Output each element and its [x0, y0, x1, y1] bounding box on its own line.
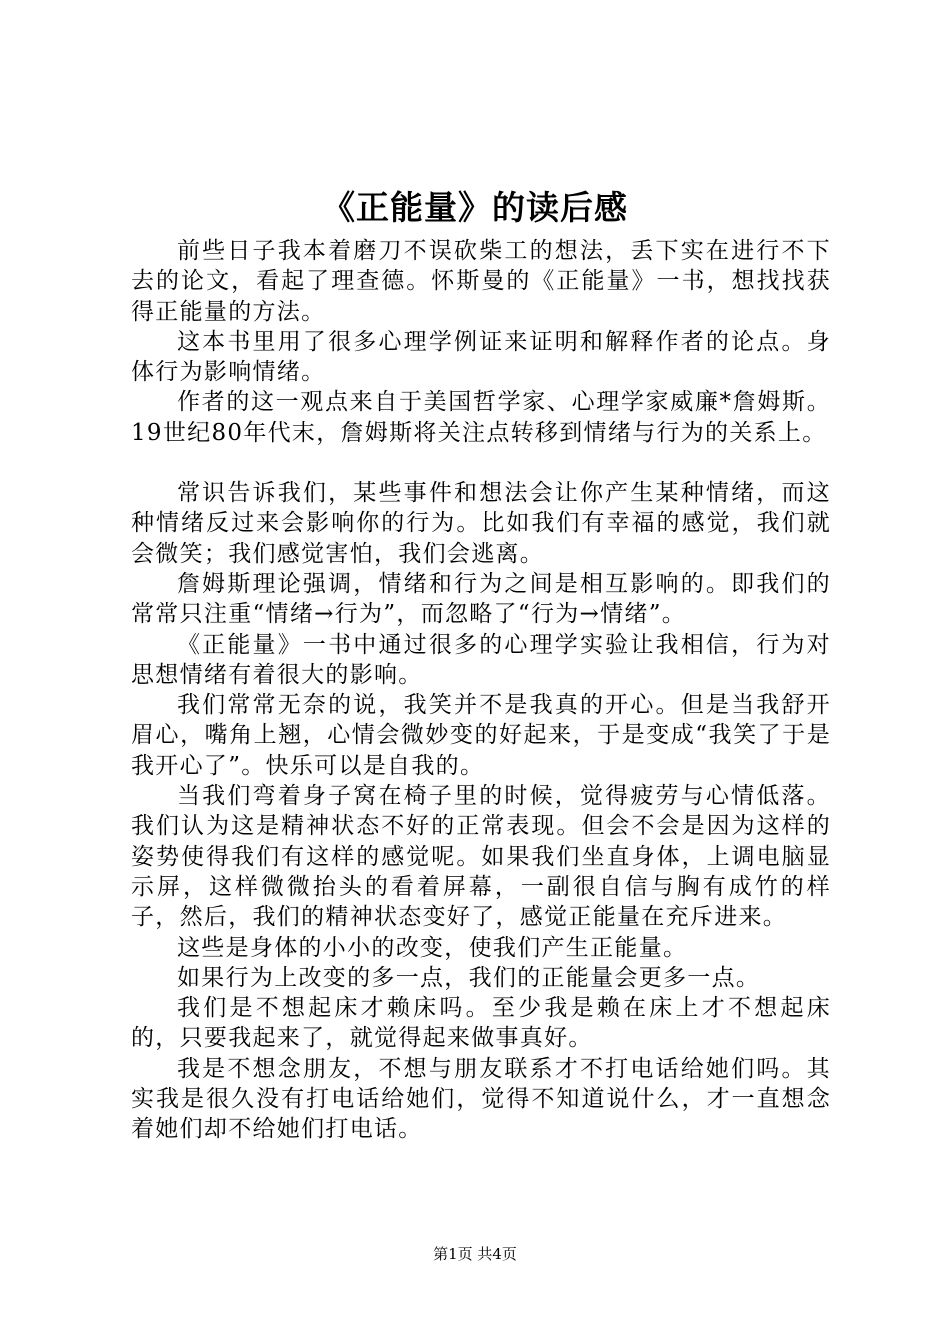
paragraph: 《正能量》一书中通过很多的心理学实验让我相信，行为对思想情绪有着很大的影响。 — [131, 631, 831, 688]
document-body — [131, 236, 831, 1145]
document-title: 《正能量》的读后感 — [322, 188, 628, 227]
paragraph: 前些日子我本着磨刀不误砍柴工的想法，丢下实在进行不下去的论文，看起了理查德。怀斯曼的《正能量》一书，想找找获得正能量的方法。 — [131, 238, 831, 325]
paragraph: 如果行为上改变的多一点，我们的正能量会更多一点。 — [177, 964, 761, 991]
paragraph: 我是不想念朋友，不想与朋友联系才不打电话给她们吗。其实我是很久没有打电话给她们，觉得不知道说什么，才一直想念着她们却不给她们打电话。 — [131, 1055, 831, 1143]
paragraph: 这些是身体的小小的改变，使我们产生正能量。 — [177, 934, 688, 961]
paragraph: 这本书里用了很多心理学例证来证明和解释作者的论点。身体行为影响情绪。 — [131, 328, 831, 386]
paragraph: 作者的这一观点来自于美国哲学家、心理学家威廉*詹姆斯。19世纪80年代末，詹姆斯将关注点转移到情绪与行为的关系上。 — [131, 389, 831, 446]
paragraph: 当我们弯着身子窝在椅子里的时候，觉得疲劳与心情低落。我们认为这是精神状态不好的正常表现。但会不会是因为这样的姿势使得我们有这样的感觉呢。如果我们坐直身体，上调电脑显示屏，这样微微抬头的看着屏幕，一副很自信与胸有成竹的样子，然后，我们的精神状态变好了，感觉正能量在充斥进来。 — [131, 783, 831, 931]
page-number-footer: 第1页 共4页 — [433, 1245, 517, 1263]
paragraph: 常识告诉我们，某些事件和想法会让你产生某种情绪，而这种情绪反过来会影响你的行为。比如我们有幸福的感觉，我们就会微笑；我们感觉害怕，我们会逃离。 — [131, 480, 831, 567]
paragraph: 詹姆斯理论强调，情绪和行为之间是相互影响的。即我们的常常只注重“情绪→行为”，而忽略了“行为→情绪”。 — [131, 570, 831, 628]
paragraph: 我们常常无奈的说，我笑并不是我真的开心。但是当我舒开眉心，嘴角上翘，心情会微妙变的好起来，于是变成“我笑了于是我开心了”。快乐可以是自我的。 — [131, 692, 831, 779]
paragraph: 我们是不想起床才赖床吗。至少我是赖在床上才不想起床的，只要我起来了，就觉得起来做事真好。 — [131, 995, 831, 1052]
